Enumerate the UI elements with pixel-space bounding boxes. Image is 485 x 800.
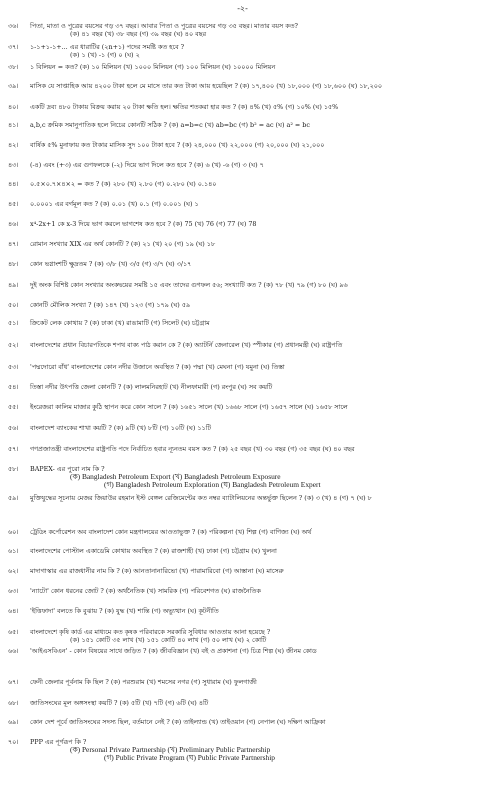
- question-item: [8, 200, 478, 208]
- question-item: [8, 22, 478, 38]
- question-number: ৪২।: [8, 141, 19, 149]
- question-item: [8, 494, 478, 502]
- question-item: [8, 363, 478, 371]
- question-text: কোন দেশ পূর্বে জাতিসংঘের সদস্য ছিল, বর্তমানে নেই ? (ক) তাইল্যান্ড (খ) তাইওয়ান (গ) নেপাল (ঘ) দক্ষিণ আফ্রিকা: [30, 718, 326, 726]
- question-item: [8, 465, 478, 489]
- question-text: ১ বিলিয়ন = কত? (ক) ১০ মিলিয়ন (খ) ১০০০ মিলিয়ন (গ) ১০০ মিলিয়ন (ঘ) ১০০০০ মিলিয়ন: [30, 63, 276, 71]
- question-text: BAPEX- এর পুরো নাম কি ?: [30, 465, 105, 473]
- question-text: ০.০০০১ এর বর্গমূল কত ? (ক) ০.০১ (খ) ০.১ (গ) ০.০০১ (ঘ) ১: [30, 200, 199, 208]
- question-text: a,b,c ক্রমিক সমানুপাতিক হলে নিচের কোনটি সঠিক ? (ক) a=b=c (খ) ab=bc (গ) b² = ac (ঘ) a² = bc: [30, 121, 310, 129]
- question-number: ৪৬।: [8, 220, 19, 228]
- question-number: ৩৯।: [8, 82, 19, 90]
- question-text: পিতা, মাতা ও পুত্রের বয়সের গড় ৩৭ বছর। আবার পিতা ও পুত্রের বয়সের গড় ৩৫ বছর। মাতার বয়স কত?: [30, 22, 298, 30]
- question-number: ৬০।: [8, 528, 19, 536]
- question-item: [8, 301, 478, 309]
- question-item: [8, 260, 478, 268]
- question-options: (ক) ৪১ বছর (খ) ৩৮ বছর (গ) ৩৯ বছর (ঘ) ৪০ বছর: [70, 30, 207, 38]
- question-text: মাদাগাস্কার এর রাজধানীর নাম কি ? (ক) আনতানানারিভো (খ) পারামারিবো (গ) আস্তানা (ঘ) মাসেরু: [30, 567, 284, 575]
- question-item: [8, 383, 478, 391]
- question-number: ৬৪।: [8, 607, 19, 615]
- question-number: ৬২।: [8, 567, 19, 575]
- question-text: দুই অংক বিশিষ্ট কোন সংখ্যার অংকদ্বয়ের সমষ্টি ১৫ এবং তাদের গুণফল ৫৬; সংখ্যাটি কত ? (ক) ৭৮ (খ) ৭৯ (গ) ৮০ (ঘ) ৯৬: [30, 281, 348, 289]
- question-text: মাসিক যে সাপ্তাহিক আয় ৪২০০ টাকা হলে মে মাসে তার কত টাকা আয় হয়েছিল ? (ক) ১৭,৪০০ (খ) ১৮,০০০ (গ) ১৮,৬০০ (ঘ) ১৮,২০০: [30, 82, 383, 90]
- question-item: [8, 319, 478, 327]
- question-item: [8, 567, 478, 575]
- question-number: ৫৯।: [8, 494, 19, 502]
- question-number: ৩৭।: [8, 43, 19, 51]
- question-number: ৬৫।: [8, 628, 19, 636]
- question-number: ৪৯।: [8, 281, 19, 289]
- question-item: [8, 281, 478, 289]
- question-number: ৬৩।: [8, 587, 19, 595]
- question-item: [8, 220, 478, 228]
- question-item: [8, 628, 478, 644]
- question-item: [8, 445, 478, 453]
- question-number: ৪৫।: [8, 200, 19, 208]
- question-text: একটি দ্রব্য ৪৮০ টাকায় বিক্রয় করায় ২০ টাকা ক্ষতি হল। ক্ষতির শতকরা হার কত ? (ক) ৪% (খ) ৫% (গ) ১০% (ঘ) ১৫%: [30, 103, 339, 111]
- question-text: ০.৫×০.৭×৪×২ = কত ? (ক) ২৮০ (খ) ২.৮০ (গ) ০.২৮০ (ঘ) ০.১৪০: [30, 180, 217, 188]
- question-item: [8, 699, 478, 707]
- question-text: তিস্তা নদীর উৎপত্তি জেলা কোনটি ? (ক) লালমনিরহাট (খ) নীলফামারী (গ) রংপুর (ঘ) সব কয়টি: [30, 383, 273, 391]
- question-item: [8, 607, 478, 615]
- question-text: ইংরেজরা কালিম মাজার কুঠি স্থাপন করে কোন সালে ? (ক) ১৬৫১ সালে (খ) ১৬৬৮ সালে (গ) ১৬৫৭ সালে (ঘ) ১৬৫৮ সালে: [30, 403, 348, 411]
- question-text: (-৪) এবং (+৩) এর গুণফলকে (-২) দিয়ে ভাগ দিলে কত হবে ? (ক) ৬ (খ) -৬ (গ) ৩ (ঘ) ৭: [30, 161, 264, 169]
- question-item: [8, 240, 478, 248]
- question-text: 'ন্যাটো' কোন ধরনের জোট ? (ক) অর্থনৈতিক (খ) সামরিক (গ) পরিবেশগত (ঘ) রাজনৈতিক: [30, 587, 261, 595]
- question-item: [8, 678, 478, 686]
- question-item: [8, 63, 478, 71]
- question-number: ৬৭।: [8, 678, 19, 686]
- question-number: ৫১।: [8, 319, 19, 327]
- question-item: [8, 547, 478, 555]
- question-number: ৪০।: [8, 103, 19, 111]
- question-item: [8, 103, 478, 111]
- question-item: [8, 647, 478, 655]
- question-number: ৪৩।: [8, 161, 19, 169]
- question-text: ১-১+১-১+... এর ধারাটির (২n+১) পদের সমষ্টি কত হবে ?: [30, 43, 185, 51]
- question-item: [8, 141, 478, 149]
- question-options: (ক) Personal Private Partnership (খ) Preliminary Public Partnership: [70, 745, 271, 754]
- question-number: ৫৮।: [8, 465, 19, 473]
- question-text: কোন ভগ্নাংশটি ক্ষুদ্রতম ? (ক) ৩/৮ (খ) ৩/৫ (গ) ৩/৭ (ঘ) ৩/১৭: [30, 260, 192, 268]
- question-text: জাতিসংঘের মূল অঙ্গসংস্থা কয়টি ? (ক) ৫টি (খ) ৭টি (গ) ৬টি (ঘ) ৪টি: [30, 699, 209, 707]
- question-number: ৬১।: [8, 547, 19, 555]
- question-item: [8, 121, 478, 129]
- question-number: ৩৮।: [8, 63, 19, 71]
- question-item: [8, 341, 478, 349]
- question-text: ট্রেডিং কর্পোরেশন অব বাংলাদেশ কোন মন্ত্রণালয়ের আওতাভুক্ত ? (ক) পরিকল্পনা (খ) শিল্প (গ) বাণিজ্য (ঘ) অর্থ: [30, 528, 312, 536]
- question-text: ফেনী জেলার পূর্বনাম কি ছিল ? (ক) পরশুরাম (খ) শমসের নগর (গ) সুধারাম (ঘ) ফুলগাজী: [30, 678, 257, 686]
- question-item: [8, 82, 478, 90]
- question-text: বার্ষিক ৫% মুনাফায় কত টাকার মাসিক সুদ ১০০ টাকা হবে ? (ক) ২৪,০০০ (খ) ২২,০০০ (গ) ২০,০০০ (ঘ) ২১,০০০: [30, 141, 325, 149]
- page-number: -২-: [237, 4, 248, 13]
- question-options-second-line: (গ) Public Private Program (ঘ) Public Private Partnership: [104, 753, 275, 762]
- question-number: ৪১।: [8, 121, 19, 129]
- question-options-second-line: (গ) Bangladesh Petroleum Exploration (ঘ) Bangladesh Petroleum Expert: [104, 480, 321, 489]
- question-text: PPP এর পূর্ণরূপ কি ?: [30, 738, 87, 746]
- question-number: ৫৫।: [8, 403, 19, 411]
- question-text: 'পদ্মদোরো বাঁধ' বাংলাদেশের কোন নদীর উজানে অবস্থিত ? (ক) পদ্মা (খ) মেঘনা (গ) যমুনা (ঘ) তিস্তা: [30, 363, 285, 371]
- question-number: ৪৪।: [8, 180, 19, 188]
- question-options: (ক) Bangladesh Petroleum Export (খ) Bangladesh Petroleum Exposure: [70, 472, 281, 481]
- question-number: ৬৮।: [8, 699, 19, 707]
- question-item: [8, 403, 478, 411]
- question-text: বাংলাদেশের প্রধান বিচারপতিকে শপথ বাক্য পাঠ করান কে ? (ক) অ্যাটর্নি জেনারেল (খ) স্পীকার (গ) প্রধানমন্ত্রী (ঘ) রাষ্ট্রপতি: [30, 341, 343, 349]
- question-number: ৫০।: [8, 301, 19, 309]
- question-number: ৫২।: [8, 341, 19, 349]
- question-item: [8, 161, 478, 169]
- question-options: (ক) ১৫১ কোটি ৩৫ লাখ (খ) ১৫১ কোটি ৪০ লাখ (গ) ৫০ লাখ (ঘ) ২ কোটি: [70, 636, 267, 644]
- question-number: ৪৭।: [8, 240, 19, 248]
- question-item: [8, 43, 478, 59]
- question-item: [8, 180, 478, 188]
- question-text: ক্রিকেট লেক কোথায় ? (ক) ঢাকা (খ) রাঙামাটি (গ) সিলেট (ঘ) চট্টগ্রাম: [30, 319, 210, 327]
- question-text: x⁴-2x+1 কে x-3 দিয়ে ভাগ করলে ভাগশেষ কত হবে ? (ক) 75 (খ) 76 (গ) 77 (ঘ) 78: [30, 220, 257, 228]
- question-number: ৭০।: [8, 738, 19, 746]
- question-item: [8, 528, 478, 536]
- question-text: রোমান সংখ্যার XIX এর অর্থ কোনটি ? (ক) ২১ (খ) ২০ (গ) ১৯ (ঘ) ১৮: [30, 240, 216, 248]
- question-item: [8, 738, 478, 762]
- question-number: ৫৩।: [8, 363, 19, 371]
- question-options: (ক) ১ (খ) -১ (গ) ০ (ঘ) ২: [70, 51, 140, 59]
- question-text: 'ইত্তিফাদা' বলতে কি বুঝায় ? (ক) যুদ্ধ (খ) শান্তি (গ) অভ্যুত্থান (ঘ) কূটনীতি: [30, 607, 219, 615]
- question-number: ৬৯।: [8, 718, 19, 726]
- question-number: ৩৬।: [8, 22, 19, 30]
- question-item: [8, 424, 478, 432]
- question-number: ৫৬।: [8, 424, 19, 432]
- question-number: ৫৪।: [8, 383, 19, 391]
- question-item: [8, 587, 478, 595]
- question-text: 'আইএসবিএন' - কোন বিষয়ের সাথে জড়িত ? (ক) জীববিজ্ঞান (খ) বই ও প্রকাশনা (গ) চিত্র শিল্প (ঘ) জীনম কোড: [30, 647, 317, 655]
- question-text: বাংলাদেশে কৃষি কার্ড এর মাধ্যমে কত কৃষক পরিবারকে সরকারি সুবিধার আওতায় আনা হয়েছে ?: [30, 628, 271, 636]
- question-number: ৬৬।: [8, 647, 19, 655]
- question-text: মুক্তিযুদ্ধের সূচনায় মেজর জিয়াউর রহমান ইস্ট বেঙ্গল রেজিমেন্টের কত নম্বর ব্যাটালিয়নের অন্তর্ভুক্ত ছিলেন ? (ক) ৩ (খ) ৪ (গ) ৭ (ঘ) ৮: [30, 494, 372, 502]
- question-text: কোনটি মৌলিক সংখ্যা ? (ক) ১৪৭ (খ) ১২৩ (গ) ১৭৯ (ঘ) ৫৯: [30, 301, 191, 309]
- question-item: [8, 718, 478, 726]
- question-number: ৪৮।: [8, 260, 19, 268]
- question-text: গণপ্রজাতন্ত্রী বাংলাদেশের রাষ্ট্রপতি পদে নির্বাচিত হবার ন্যূনতম বয়স কত ? (ক) ২৫ বছর (খ) ৩০ বছর (গ) ৩৫ বছর (ঘ) ৪০ বছর: [30, 445, 355, 453]
- question-text: বাংলাদেশের পোস্টাল একাডেমি কোথায় অবস্থিত ? (ক) রাজশাহী (খ) ঢাকা (গ) চট্টগ্রাম (ঘ) খুলনা: [30, 547, 277, 555]
- question-text: বাংলাদেশ ব্যাংকের শাখা কয়টি ? (ক) ৯টি (খ) ৮টি (গ) ১০টি (ঘ) ১১টি: [30, 424, 211, 432]
- question-number: ৫৭।: [8, 445, 19, 453]
